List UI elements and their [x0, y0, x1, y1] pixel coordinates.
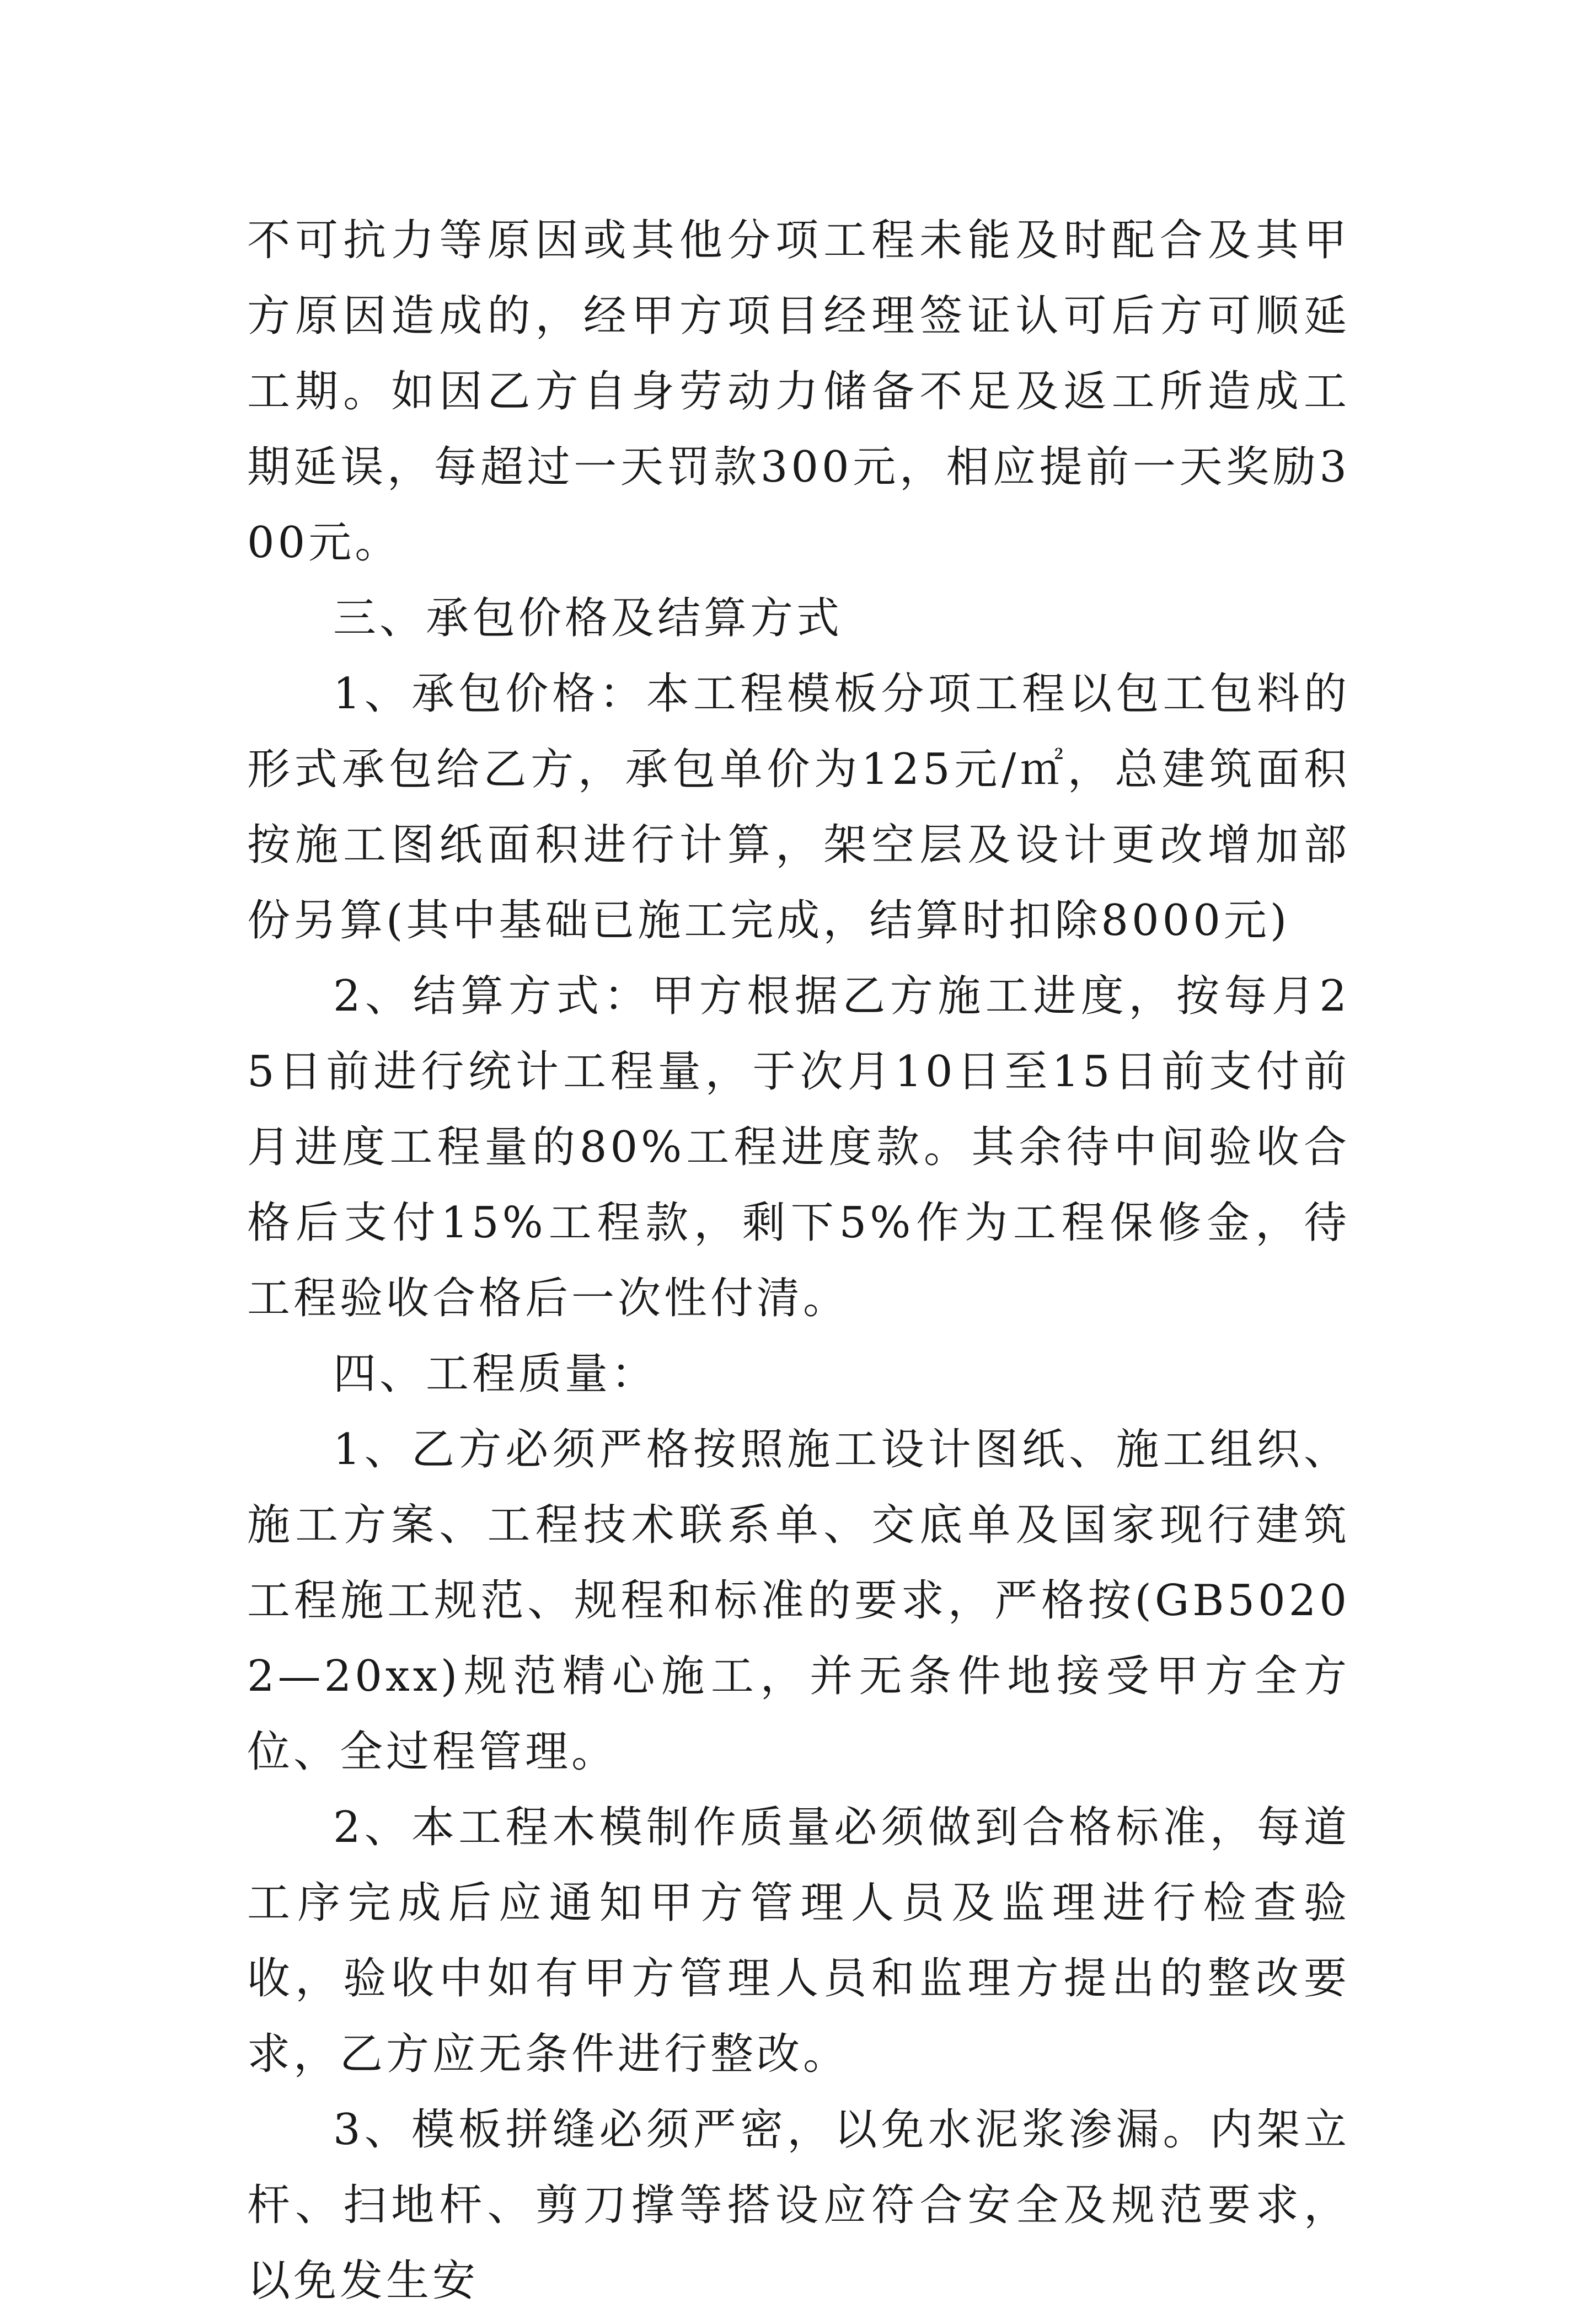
- paragraph-contract-price: 1、承包价格：本工程模板分项工程以包工包料的形式承包给乙方，承包单价为125元/㎡，总建筑面积按施工图纸面积进行计算，架空层及设计更改增加部份另算(其中基础已施工完成，结算时扣除8000元): [247, 669, 1350, 945]
- paragraph-1: 不可抗力等原因或其他分项工程未能及时配合及其甲方原因造成的，经甲方项目经理签证认可后方可顺延工期。如因乙方自身劳动力储备不足及返工所造成工期延误，每超过一天罚款300元，相应提前一天奖励300元。: [247, 216, 1350, 568]
- paragraph-quality-2: 2、本工程木模制作质量必须做到合格标准，每道工序完成后应通知甲方管理人员及监理进行检查验收，验收中如有甲方管理人员和监理方提出的整改要求，乙方应无条件进行整改。: [247, 1803, 1350, 2079]
- section-heading-4: 四、工程质量：: [333, 1349, 658, 1399]
- paragraph-quality-1: 1、乙方必须严格按照施工设计图纸、施工组织、施工方案、工程技术联系单、交底单及国家现行建筑工程施工规范、规程和标准的要求，严格按(GB50202—20xx)规范精心施工，并无条件地接受甲方全方位、全过程管理。: [247, 1425, 1350, 1777]
- paragraph-quality-3: 3、模板拼缝必须严密，以免水泥浆渗漏。内架立杆、扫地杆、剪刀撑等搭设应符合安全及规范要求，以免发生安: [247, 2105, 1350, 2306]
- paragraph-settlement-method: 2、结算方式：甲方根据乙方施工进度，按每月25日前进行统计工程量，于次月10日至15日前支付前月进度工程量的80%工程进度款。其余待中间验收合格后支付15%工程款，剩下5%作为工程保修金，待工程验收合格后一次性付清。: [247, 971, 1350, 1323]
- section-heading-3: 三、承包价格及结算方式: [333, 594, 843, 643]
- document-body: [247, 203, 1350, 2319]
